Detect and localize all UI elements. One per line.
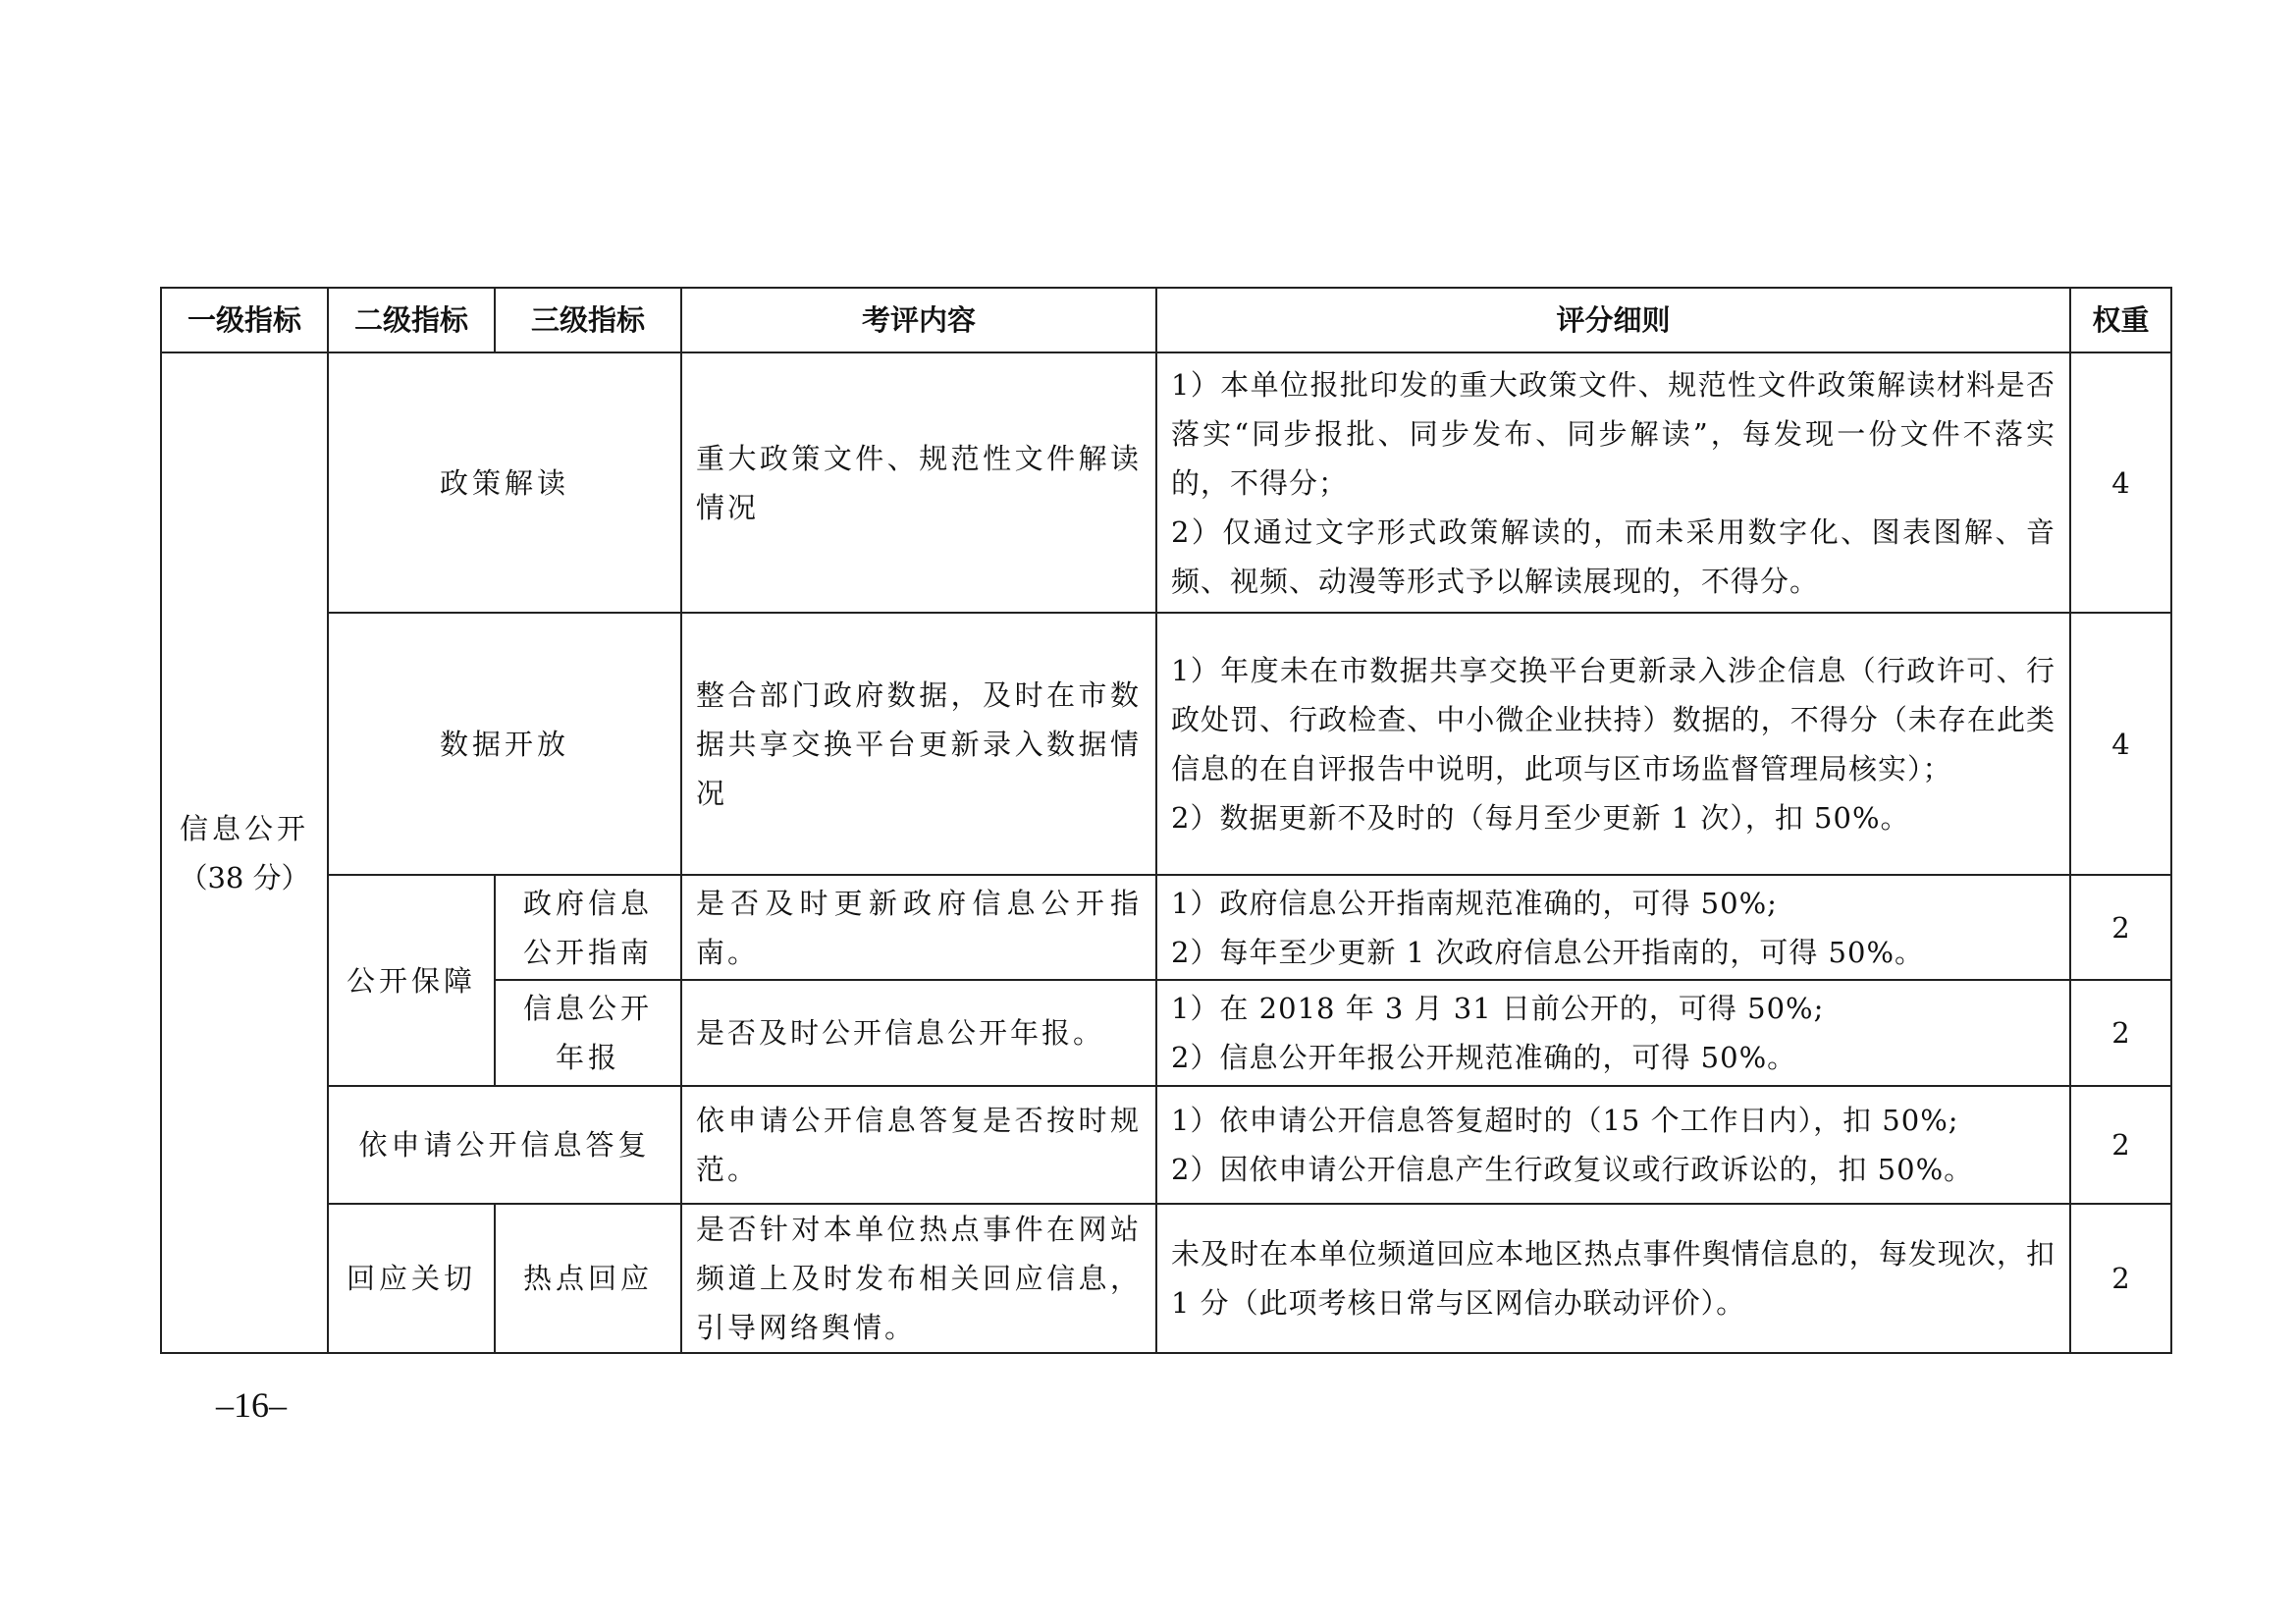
rule-item: 2）信息公开年报公开规范准确的，可得 50%。 [1171, 1041, 1797, 1074]
header-row [161, 288, 2171, 352]
evaluation-table [160, 287, 2172, 1354]
rule-item: 1）依申请公开信息答复超时的（15 个工作日内），扣 50%; [1171, 1104, 1959, 1137]
content-cell: 重大政策文件、规范性文件解读情况 [681, 352, 1156, 613]
rules-cell [1156, 980, 2070, 1086]
level3-cell [495, 875, 681, 980]
level1-cell [161, 352, 328, 1353]
level1-label: 信息公开 [179, 811, 309, 845]
level3-line: 信息公开 [522, 992, 653, 1025]
weight-cell: 4 [2070, 613, 2171, 875]
rule-item: 1）年度未在市数据共享交换平台更新录入涉企信息（行政许可、行政处罚、行政检查、中小微企业扶持）数据的，不得分（未存在此类信息的在自评报告中说明，此项与区市场监督管理局核实）； [1171, 653, 2056, 785]
table-row [161, 875, 2171, 980]
level2-cell: 依申请公开信息答复 [328, 1086, 681, 1204]
weight-cell: 2 [2070, 980, 2171, 1086]
header-content: 考评内容 [681, 288, 1156, 352]
rule-item: 2）仅通过文字形式政策解读的，而未采用数字化、图表图解、音频、视频、动漫等形式予以解读展现的，不得分。 [1171, 514, 2056, 598]
weight-cell: 2 [2070, 1204, 2171, 1353]
content-cell: 整合部门政府数据，及时在市数据共享交换平台更新录入数据情况 [681, 613, 1156, 875]
level3-cell [495, 980, 681, 1086]
rules-cell [1156, 1086, 2070, 1204]
weight-cell: 4 [2070, 352, 2171, 613]
rules-cell [1156, 352, 2070, 613]
rule-item: 2）每年至少更新 1 次政府信息公开指南的，可得 50%。 [1171, 935, 1925, 969]
level3-cell: 热点回应 [495, 1204, 681, 1353]
header-weight: 权重 [2070, 288, 2171, 352]
level2-cell: 政策解读 [328, 352, 681, 613]
content-cell: 依申请公开信息答复是否按时规范。 [681, 1086, 1156, 1204]
weight-cell: 2 [2070, 1086, 2171, 1204]
level2-cell: 公开保障 [328, 875, 495, 1086]
table-row [161, 1086, 2171, 1204]
rule-item: 1）本单位报批印发的重大政策文件、规范性文件政策解读材料是否落实“同步报批、同步发布、同步解读”，每发现一份文件不落实的，不得分； [1171, 367, 2056, 500]
table-row [161, 1204, 2171, 1353]
rule-item: 未及时在本单位频道回应本地区热点事件舆情信息的，每发现次，扣 1 分（此项考核日常与区网信办联动评价）。 [1171, 1237, 2056, 1320]
rule-item: 1）政府信息公开指南规范准确的，可得 50%; [1171, 886, 1778, 920]
page-number: –16– [216, 1385, 287, 1425]
level3-line: 年报 [555, 1041, 620, 1074]
header-level1: 一级指标 [161, 288, 328, 352]
table-row [161, 352, 2171, 613]
level3-line: 公开指南 [522, 935, 653, 969]
level1-score: （38 分） [179, 860, 310, 894]
content-cell: 是否及时公开信息公开年报。 [681, 980, 1156, 1086]
content-cell: 是否及时更新政府信息公开指南。 [681, 875, 1156, 980]
rules-cell [1156, 613, 2070, 875]
header-rules: 评分细则 [1156, 288, 2070, 352]
table-row [161, 613, 2171, 875]
header-level3: 三级指标 [495, 288, 681, 352]
rules-cell [1156, 875, 2070, 980]
content-cell: 是否针对本单位热点事件在网站频道上及时发布相关回应信息，引导网络舆情。 [681, 1204, 1156, 1353]
level2-cell: 回应关切 [328, 1204, 495, 1353]
header-level2: 二级指标 [328, 288, 495, 352]
rule-item: 2）因依申请公开信息产生行政复议或行政诉讼的，扣 50%。 [1171, 1153, 1974, 1186]
rule-item: 1）在 2018 年 3 月 31 日前公开的，可得 50%; [1171, 992, 1825, 1025]
level2-cell: 数据开放 [328, 613, 681, 875]
level3-line: 政府信息 [522, 886, 653, 920]
rule-item: 2）数据更新不及时的（每月至少更新 1 次），扣 50%。 [1171, 800, 1910, 835]
weight-cell: 2 [2070, 875, 2171, 980]
rules-cell [1156, 1204, 2070, 1353]
